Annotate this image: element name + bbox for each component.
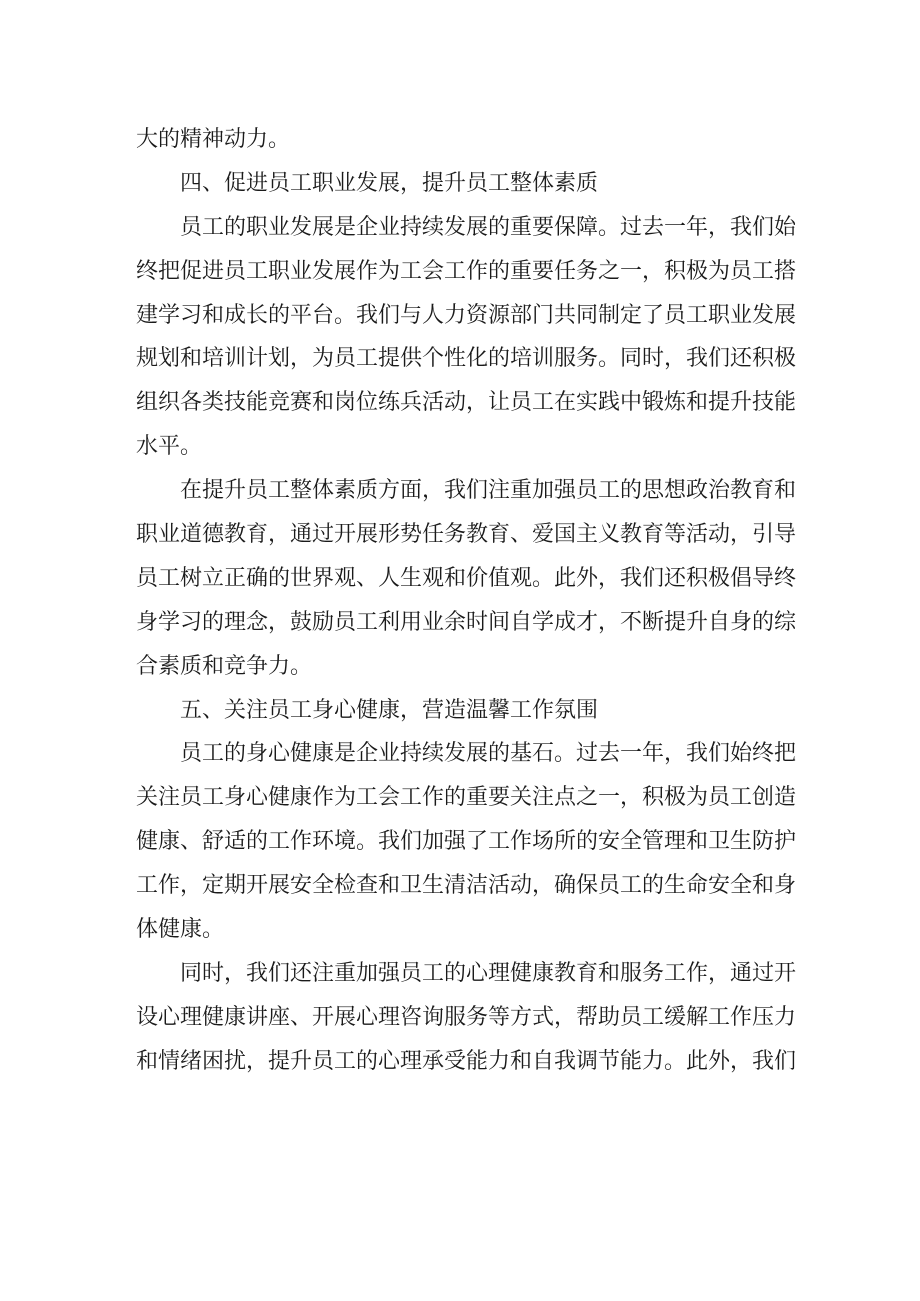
text-line: 身学习的理念，鼓励员工利用业余时间自学成才，不断提升自身的综: [136, 609, 797, 635]
text-line: 职业道德教育，通过开展形势任务教育、爱国主义教育等活动，引导: [136, 522, 797, 548]
text-line: 员工的职业发展是企业持续发展的重要保障。过去一年，我们始: [180, 214, 797, 240]
section-heading-4: 四、促进员工职业发展，提升员工整体素质: [180, 170, 599, 196]
text-line: 员工的身心健康是企业持续发展的基石。过去一年，我们始终把: [180, 741, 797, 767]
document-body: [136, 118, 797, 1084]
text-line: 大的精神动力。: [136, 127, 291, 152]
text-line: 终把促进员工职业发展作为工会工作的重要任务之一，积极为员工搭: [136, 258, 797, 284]
text-line: 体健康。: [136, 917, 225, 943]
text-line: 水平。: [136, 434, 203, 460]
text-line: 健康、舒适的工作环境。我们加强了工作场所的安全管理和卫生防护: [136, 829, 797, 855]
text-line: 组织各类技能竞赛和岗位练兵活动，让员工在实践中锻炼和提升技能: [136, 390, 797, 416]
text-line: 在提升员工整体素质方面，我们注重加强员工的思想政治教育和: [180, 478, 797, 504]
text-line: 合素质和竞争力。: [136, 653, 313, 679]
section-heading-5: 五、关注员工身心健康，营造温馨工作氛围: [180, 697, 599, 723]
text-line: 规划和培训计划，为员工提供个性化的培训服务。同时，我们还积极: [136, 346, 797, 372]
text-line: 建学习和成长的平台。我们与人力资源部门共同制定了员工职业发展: [136, 302, 797, 328]
text-line: 同时，我们还注重加强员工的心理健康教育和服务工作，通过开: [180, 960, 797, 986]
text-line: 员工树立正确的世界观、人生观和价值观。此外，我们还积极倡导终: [136, 565, 797, 591]
text-line: 设心理健康讲座、开展心理咨询服务等方式，帮助员工缓解工作压力: [136, 1004, 797, 1030]
text-line: 和情绪困扰，提升员工的心理承受能力和自我调节能力。此外，我们: [136, 1048, 797, 1074]
text-line: 工作，定期开展安全检查和卫生清洁活动，确保员工的生命安全和身: [136, 873, 797, 899]
text-line: 关注员工身心健康作为工会工作的重要关注点之一，积极为员工创造: [136, 785, 797, 811]
